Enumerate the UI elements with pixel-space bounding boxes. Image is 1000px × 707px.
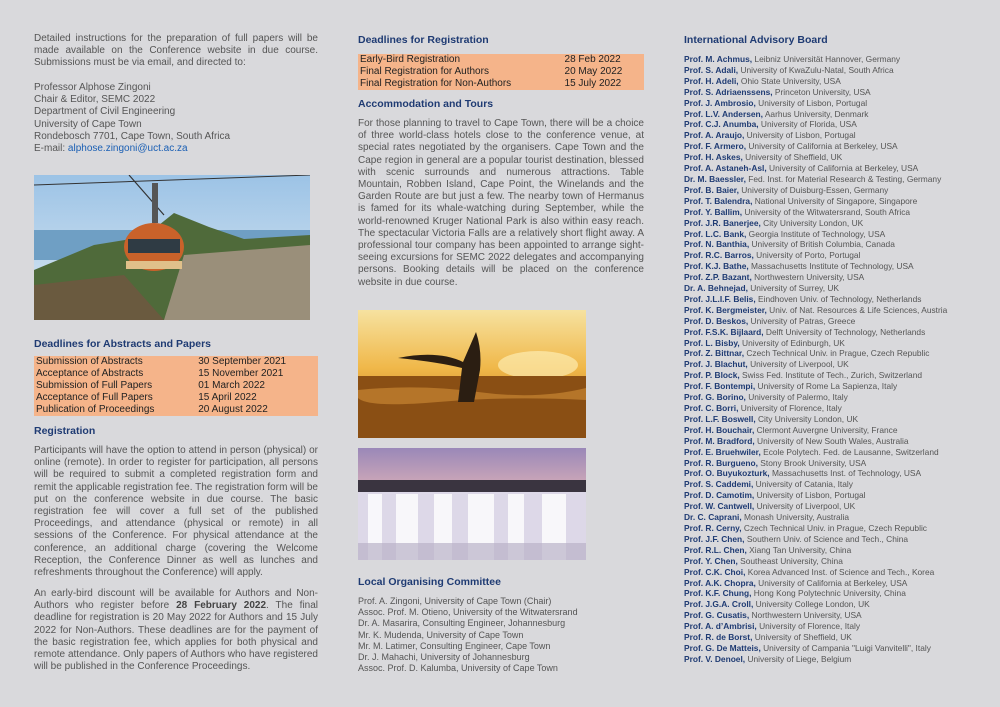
member-name: Prof. L.F. Boswell, xyxy=(684,413,756,424)
list-item xyxy=(684,152,947,163)
list-item xyxy=(684,578,947,589)
member-affiliation: Aarhus University, Denmark xyxy=(762,108,869,119)
list-item xyxy=(684,610,947,621)
list-item xyxy=(684,250,947,261)
member-affiliation: University of Florence, Italy xyxy=(738,403,842,413)
list-item: Mr. M. Latimer, Consulting Engineer, Cape Town xyxy=(358,640,551,651)
victoria-falls-photo xyxy=(358,448,586,560)
list-item xyxy=(684,174,947,185)
member-name: Prof. D. Beskos, xyxy=(684,315,749,326)
list-item xyxy=(684,76,947,87)
table-row xyxy=(358,54,644,66)
member-affiliation: University of California at Berkeley, USA xyxy=(766,163,919,174)
member-name: Prof. J.F. Chen, xyxy=(684,533,745,544)
member-name: Prof. E. Bruehwiler, xyxy=(684,446,761,457)
contact-address xyxy=(34,82,230,155)
deadline-date: 01 March 2022 xyxy=(198,380,265,391)
email-line xyxy=(34,143,230,155)
table-row xyxy=(34,356,318,368)
member-name: Prof. M. Achmus, xyxy=(684,54,753,64)
member-affiliation: National University of Singapore, Singapore xyxy=(752,195,918,206)
list-item xyxy=(684,392,947,403)
member-name: Prof. J.G.A. Croll, xyxy=(684,599,754,610)
list-item xyxy=(684,436,947,447)
member-affiliation: University of Liverpool, UK xyxy=(754,501,856,512)
member-name: Prof. A. Astaneh-Asl, xyxy=(684,163,767,174)
intro-text: Detailed instructions for the preparation of full papers will be made available on the Conference website in due course. Submissions must be via email, and directed to: xyxy=(34,33,318,69)
member-name: Prof. P. Block, xyxy=(684,370,740,381)
list-item xyxy=(684,414,947,425)
list-item xyxy=(684,239,947,250)
member-affiliation: Princeton University, USA xyxy=(772,86,871,97)
member-name: Prof. J.R. Banerjee, xyxy=(684,217,761,228)
member-name: Prof. B. Baier, xyxy=(684,184,739,195)
member-affiliation: Univ. of Nat. Resources & Life Sciences, Austria xyxy=(766,304,948,315)
member-affiliation: University of Catania, Italy xyxy=(753,479,853,490)
member-name: Prof. Z.P. Bazant, xyxy=(684,272,752,283)
list-item xyxy=(684,119,947,130)
deadline-date: 20 May 2022 xyxy=(564,66,623,77)
right-column xyxy=(684,0,984,707)
deadline-label: Submission of Abstracts xyxy=(36,356,143,367)
list-item xyxy=(684,588,947,599)
list-item xyxy=(684,54,947,65)
list-item xyxy=(684,479,947,490)
list-item xyxy=(684,207,947,218)
list-item xyxy=(684,545,947,556)
list-item xyxy=(684,468,947,479)
list-item xyxy=(684,556,947,567)
member-affiliation: University of Lisbon, Portugal xyxy=(744,130,856,141)
member-name: Prof. S. Adali, xyxy=(684,64,739,75)
abstracts-deadlines-table xyxy=(34,356,318,416)
list-item xyxy=(684,218,947,229)
member-name: Dr. M. Baessler, xyxy=(684,173,746,184)
list-item xyxy=(684,501,947,512)
member-name: Prof. V. Denoel, xyxy=(684,653,746,664)
list-item xyxy=(684,621,947,632)
member-affiliation: Eindhoven Univ. of Technology, Netherlands xyxy=(755,293,922,304)
member-name: Prof. G. Borino, xyxy=(684,392,746,403)
member-affiliation: University of Surrey, UK xyxy=(747,283,839,294)
deadline-label: Acceptance of Full Papers xyxy=(36,392,153,403)
member-name: Prof. D. Camotim, xyxy=(684,490,755,501)
member-name: Prof. Z. Bittnar, xyxy=(684,348,745,359)
member-name: Prof. H. Askes, xyxy=(684,152,743,163)
member-name: Prof. N. Banthia, xyxy=(684,239,750,250)
list-item xyxy=(684,403,947,414)
list-item xyxy=(684,654,947,665)
member-name: Prof. R.C. Barros, xyxy=(684,250,754,261)
member-name: Prof. C.J. Anumba, xyxy=(684,119,759,130)
early-bird-text-b: . The final deadline for registration is 20 May 2022 for Authors and 15 July 2022 for Non-Authors. These deadlines are for the payment of the basic registration fee, which applies for both physical and remote attendance. Only papers of Authors who have registered will be published in the Conference Proceedings. xyxy=(34,600,319,673)
member-affiliation: Hong Kong Polytechnic University, China xyxy=(751,588,906,599)
deadline-label: Submission of Full Papers xyxy=(36,380,153,391)
list-item xyxy=(684,109,947,120)
member-name: Prof. J. Ambrosio, xyxy=(684,97,756,108)
member-affiliation: Southern Univ. of Science and Tech., China xyxy=(744,533,909,544)
list-item: Dr. A. Masarira, Consulting Engineer, Johannesburg xyxy=(358,618,566,629)
member-name: Prof. R. Cerny, xyxy=(684,522,742,533)
deadline-label: Publication of Proceedings xyxy=(36,404,155,415)
member-affiliation: Massachusetts Institute of Technology, USA xyxy=(748,261,914,272)
member-affiliation: Korea Advanced Inst. of Science and Tech., Korea xyxy=(745,566,935,577)
member-affiliation: University of Campania "Luigi Vanvitelli", Italy xyxy=(760,642,931,653)
member-name: Prof. O. Buyukozturk, xyxy=(684,468,770,479)
member-affiliation: University of New South Wales, Australia xyxy=(754,435,909,446)
member-affiliation: University of Lisbon, Portugal xyxy=(755,97,868,108)
member-name: Prof. F. Bontempi, xyxy=(684,381,756,392)
list-item xyxy=(684,447,947,458)
list-item xyxy=(684,348,947,359)
member-affiliation: Leibniz Universität Hannover, Germany xyxy=(752,54,901,64)
list-item xyxy=(684,130,947,141)
early-bird-text-a: An early-bird discount will be available for Authors and Non-Authors who register before xyxy=(34,588,318,612)
address-line: Chair & Editor, SEMC 2022 xyxy=(34,94,156,106)
deadline-date: 30 September 2021 xyxy=(198,356,287,367)
member-name: Prof. J. Blachut, xyxy=(684,359,748,370)
deadline-date: 28 Feb 2022 xyxy=(564,54,621,65)
member-affiliation: University of Florence, Italy xyxy=(756,621,861,632)
left-column xyxy=(34,0,318,707)
list-item xyxy=(684,272,947,283)
abstracts-deadlines-heading: Deadlines for Abstracts and Papers xyxy=(34,338,212,350)
member-affiliation: University of Sheffield, UK xyxy=(752,632,852,643)
member-name: Prof. F.S.K. Bijlaard, xyxy=(684,326,764,337)
table-row xyxy=(34,380,318,392)
table-row xyxy=(34,368,318,380)
member-affiliation: Northwestern University, USA xyxy=(749,610,862,621)
advisory-board-list xyxy=(684,54,947,665)
member-name: Prof. L.C. Bank, xyxy=(684,228,747,239)
member-name: Prof. K.F. Chung, xyxy=(684,588,752,599)
list-item xyxy=(684,98,947,109)
member-name: Prof. G. Cusatis, xyxy=(684,610,750,621)
member-affiliation: University of British Columbia, Canada xyxy=(749,239,895,250)
list-item xyxy=(684,512,947,523)
member-name: Dr. C. Caprani, xyxy=(684,512,742,523)
list-item xyxy=(684,643,947,654)
list-item xyxy=(684,305,947,316)
table-row xyxy=(34,392,318,404)
member-name: Prof. J.L.I.F. Belis, xyxy=(684,293,756,304)
member-affiliation: University of Sheffield, UK xyxy=(742,152,843,163)
member-affiliation: University of Rome La Sapienza, Italy xyxy=(755,381,898,392)
email-label: E-mail: xyxy=(34,143,68,155)
list-item xyxy=(684,316,947,327)
member-name: Prof. R. Burgueno, xyxy=(684,457,758,468)
registration-text: Participants will have the option to attend in person (physical) or online (remote). In order to register for participation, all persons will be required to submit a completed registration form and remit the applicable registration fee. The registration form will be put on the conference website in due course. The basic registration fee will cover a full set of the published Proceedings, and attendance (physical or remote) in all sessions of the Conference. For physical attendance at the conference, an additional charge (covering the Welcome Reception, the Conference Dinner as well as lunches and refreshments throughout the Conference) will apply. xyxy=(34,445,318,579)
list-item xyxy=(684,338,947,349)
member-affiliation: University of Florida, USA xyxy=(758,119,857,130)
member-affiliation: Northwestern University, USA xyxy=(751,272,865,283)
member-affiliation: Ecole Polytech. Fed. de Lausanne, Switzerland xyxy=(760,446,939,457)
member-name: Prof. Y. Chen, xyxy=(684,555,738,566)
member-affiliation: Delft University of Technology, Netherlands xyxy=(763,326,926,337)
member-name: Prof. T. Balendra, xyxy=(684,195,753,206)
deadline-date: 20 August 2022 xyxy=(198,404,268,415)
member-affiliation: University of Porto, Portugal xyxy=(753,250,861,261)
member-affiliation: University of Liverpool, UK xyxy=(747,359,849,370)
registration-deadlines-table xyxy=(358,54,644,90)
deadline-label: Acceptance of Abstracts xyxy=(36,368,144,379)
list-item: Mr. K. Mudenda, University of Cape Town xyxy=(358,629,524,640)
member-affiliation: University of Patras, Greece xyxy=(748,315,856,326)
deadline-label: Final Registration for Non-Authors xyxy=(360,78,512,89)
list-item xyxy=(684,425,947,436)
email-link[interactable]: alphose.zingoni@uct.ac.za xyxy=(67,143,188,155)
registration-deadlines-heading: Deadlines for Registration xyxy=(358,34,489,46)
deadline-date: 15 November 2021 xyxy=(198,368,284,379)
local-committee-list xyxy=(358,596,578,674)
deadline-label: Early-Bird Registration xyxy=(360,54,461,65)
member-affiliation: University College London, UK xyxy=(753,599,870,610)
list-item xyxy=(684,370,947,381)
registration-heading: Registration xyxy=(34,425,96,437)
member-affiliation: University of KwaZulu-Natal, South Africa xyxy=(738,64,894,75)
member-name: Prof. R.L. Chen, xyxy=(684,544,747,555)
member-name: Prof. H. Bouchair, xyxy=(684,424,755,435)
member-name: Prof. Y. Ballim, xyxy=(684,206,743,217)
accommodation-heading: Accommodation and Tours xyxy=(358,98,494,110)
list-item xyxy=(684,359,947,370)
member-affiliation: Monash University, Australia xyxy=(741,512,850,523)
member-affiliation: University of California at Berkeley, USA xyxy=(755,577,908,588)
member-affiliation: Xiang Tan University, China xyxy=(746,544,852,555)
member-name: Prof. W. Cantwell, xyxy=(684,501,755,512)
member-affiliation: University of Duisburg-Essen, Germany xyxy=(738,184,889,195)
member-name: Prof. R. de Borst, xyxy=(684,632,753,643)
member-name: Prof. S. Caddemi, xyxy=(684,479,754,490)
member-affiliation: Ohio State University, USA xyxy=(738,75,841,86)
list-item xyxy=(684,567,947,578)
member-name: Prof. K. Bergmeister, xyxy=(684,304,767,315)
early-bird-text xyxy=(34,588,318,673)
list-item xyxy=(684,65,947,76)
deadline-date: 15 July 2022 xyxy=(564,78,622,89)
member-affiliation: Fed. Inst. for Material Research & Testing, Germany xyxy=(745,173,942,184)
deadline-label: Final Registration for Authors xyxy=(360,66,489,77)
member-affiliation: City University London, UK xyxy=(755,413,859,424)
list-item xyxy=(684,599,947,610)
member-affiliation: Swiss Fed. Institute of Tech., Zurich, Switzerland xyxy=(739,370,923,381)
list-item xyxy=(684,534,947,545)
member-name: Prof. G. De Matteis, xyxy=(684,642,761,653)
member-name: Prof. A. d’Ambrisi, xyxy=(684,621,757,632)
list-item xyxy=(684,87,947,98)
address-line: University of Cape Town xyxy=(34,118,142,130)
list-item xyxy=(684,141,947,152)
member-affiliation: University of Edinburgh, UK xyxy=(739,337,845,348)
member-affiliation: University of Liege, Belgium xyxy=(745,653,852,664)
member-name: Prof. S. Adriaenssens, xyxy=(684,86,773,97)
member-name: Prof. C.K. Choi, xyxy=(684,566,746,577)
member-name: Prof. L. Bisby, xyxy=(684,337,740,348)
list-item xyxy=(684,163,947,174)
list-item xyxy=(684,261,947,272)
list-item: Assoc. Prof. D. Kalumba, University of Cape Town xyxy=(358,663,558,674)
whale-tail-photo xyxy=(358,310,586,438)
member-name: Prof. F. Armero, xyxy=(684,141,747,152)
list-item xyxy=(684,196,947,207)
member-affiliation: University of the Witwatersrand, South Africa xyxy=(742,206,911,217)
member-name: Prof. M. Bradford, xyxy=(684,435,755,446)
member-name: Dr. A. Behnejad, xyxy=(684,283,748,294)
member-name: Prof. A. Araujo, xyxy=(684,130,745,141)
list-item: Dr. J. Mahachi, University of Johannesburg xyxy=(358,652,530,663)
list-item xyxy=(684,632,947,643)
local-committee-heading: Local Organising Committee xyxy=(358,576,501,588)
list-item xyxy=(684,381,947,392)
member-affiliation: Czech Technical Univ. in Prague, Czech Republic xyxy=(744,348,930,359)
member-name: Prof. L.V. Andersen, xyxy=(684,108,763,119)
member-affiliation: Massachusetts Inst. of Technology, USA xyxy=(769,468,922,479)
table-row xyxy=(358,66,644,78)
table-row xyxy=(358,78,644,90)
member-affiliation: University of Palermo, Italy xyxy=(745,392,848,403)
member-name: Prof. A.K. Chopra, xyxy=(684,577,756,588)
list-item: Prof. A. Zingoni, University of Cape Town (Chair) xyxy=(358,596,552,606)
table-row xyxy=(34,404,318,416)
cable-car-photo xyxy=(34,175,310,320)
member-affiliation: University of Lisbon, Portugal xyxy=(754,490,866,501)
advisory-board-heading: International Advisory Board xyxy=(684,34,828,46)
list-item xyxy=(684,294,947,305)
deadline-date: 15 April 2022 xyxy=(198,392,257,403)
member-name: Prof. C. Borri, xyxy=(684,403,739,413)
list-item xyxy=(684,327,947,338)
list-item xyxy=(684,229,947,240)
member-name: Prof. K.J. Bathe, xyxy=(684,261,749,272)
list-item xyxy=(684,523,947,534)
member-affiliation: Clermont Auvergne University, France xyxy=(754,424,898,435)
member-affiliation: Czech Technical Univ. in Prague, Czech Republic xyxy=(741,522,927,533)
member-affiliation: City University London, UK xyxy=(760,217,864,228)
member-affiliation: University of California at Berkeley, USA xyxy=(746,141,898,152)
member-affiliation: Southeast University, China xyxy=(737,555,843,566)
accommodation-text: For those planning to travel to Cape Town, there will be a choice of three world-class hotels close to the conference venue, at special rates negotiated by the organisers. Cape Town and the Cape region in general are a popular tourist destination, blessed with scenic surrounds and numerous attractions. Table Mountain, Robben Island, Cape Point, the Winelands and the Garden Route are but just a few. The nearby town of Hermanus is famed for its whale-watching during September, while the world-renowned Kruger National Park is also within easy reach. The spectacular Victoria Falls are a relatively short flight away. A professional tour company has been appointed to arrange sight-seeing excursions for SEMC 2022 delegates and accompanying persons. Booking details will be placed on the conference website in due course. xyxy=(358,118,644,288)
member-affiliation: Georgia Institute of Technology, USA xyxy=(746,228,886,239)
address-line: Professor Alphose Zingoni xyxy=(34,82,151,93)
member-name: Prof. H. Adeli, xyxy=(684,75,739,86)
list-item xyxy=(684,490,947,501)
member-affiliation: Stony Brook University, USA xyxy=(757,457,867,468)
list-item xyxy=(684,458,947,469)
early-bird-date: 28 February 2022 xyxy=(176,600,267,612)
address-line: Rondebosch 7701, Cape Town, South Africa xyxy=(34,130,231,142)
middle-column xyxy=(358,0,644,707)
address-line: Department of Civil Engineering xyxy=(34,106,176,118)
list-item: Assoc. Prof. M. Otieno, University of the Witwatersrand xyxy=(358,607,578,618)
list-item xyxy=(684,185,947,196)
list-item xyxy=(684,283,947,294)
